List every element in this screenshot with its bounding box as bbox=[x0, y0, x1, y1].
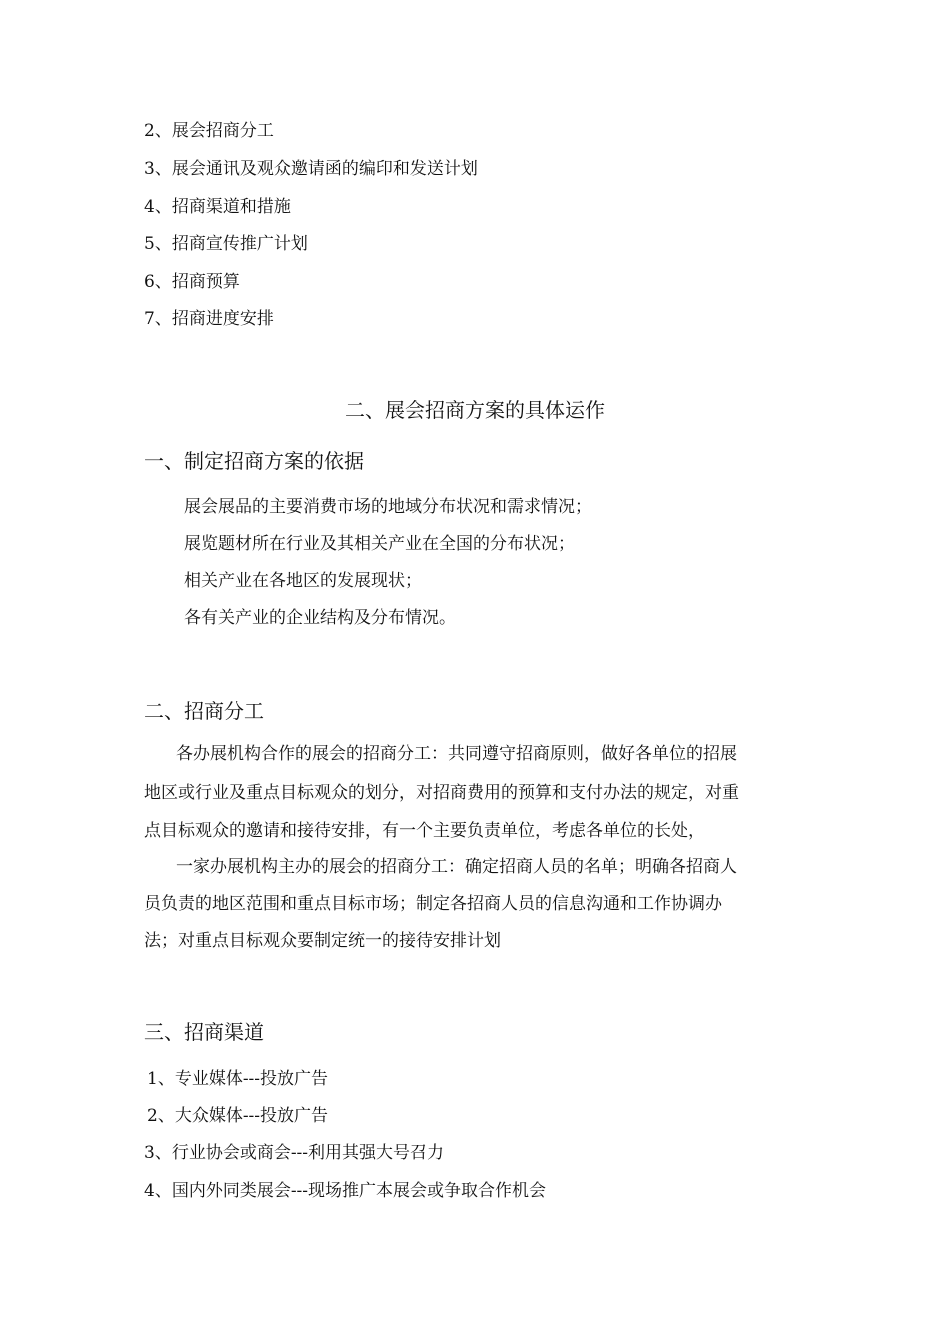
channel-item: 4、国内外同类展会---现场推广本展会或争取合作机会 bbox=[144, 1181, 547, 1201]
outline-item: 7、招商进度安排 bbox=[144, 309, 274, 329]
channel-item: 1、专业媒体---投放广告 bbox=[147, 1069, 329, 1089]
basis-item: 相关产业在各地区的发展现状； bbox=[184, 571, 422, 591]
basis-heading: 一、制定招商方案的依据 bbox=[144, 449, 364, 473]
division-paragraph-line: 点目标观众的邀请和接待安排，有一个主要负责单位，考虑各单位的长处， bbox=[144, 821, 705, 841]
channel-item: 3、行业协会或商会---利用其强大号召力 bbox=[144, 1143, 445, 1163]
division-heading: 二、招商分工 bbox=[144, 699, 264, 723]
channels-heading: 三、招商渠道 bbox=[144, 1020, 264, 1044]
division-paragraph-line: 地区或行业及重点目标观众的划分，对招商费用的预算和支付办法的规定，对重 bbox=[144, 783, 739, 803]
division-paragraph-line: 各办展机构合作的展会的招商分工：共同遵守招商原则，做好各单位的招展 bbox=[176, 744, 737, 764]
division-paragraph-line: 员负责的地区范围和重点目标市场；制定各招商人员的信息沟通和工作协调办 bbox=[144, 894, 722, 914]
section-title: 二、展会招商方案的具体运作 bbox=[345, 398, 605, 422]
basis-item: 各有关产业的企业结构及分布情况。 bbox=[184, 608, 456, 628]
basis-item: 展会展品的主要消费市场的地域分布状况和需求情况； bbox=[184, 497, 592, 517]
channel-item: 2、大众媒体---投放广告 bbox=[147, 1106, 329, 1126]
division-paragraph-line: 法；对重点目标观众要制定统一的接待安排计划 bbox=[144, 931, 501, 951]
outline-item: 6、招商预算 bbox=[144, 272, 240, 292]
outline-item: 5、招商宣传推广计划 bbox=[144, 234, 308, 254]
basis-item: 展览题材所在行业及其相关产业在全国的分布状况； bbox=[184, 534, 575, 554]
outline-item: 4、招商渠道和措施 bbox=[144, 197, 291, 217]
division-paragraph-line: 一家办展机构主办的展会的招商分工：确定招商人员的名单；明确各招商人 bbox=[176, 857, 737, 877]
outline-item: 3、展会通讯及观众邀请函的编印和发送计划 bbox=[144, 159, 478, 179]
outline-item: 2、展会招商分工 bbox=[144, 121, 274, 141]
